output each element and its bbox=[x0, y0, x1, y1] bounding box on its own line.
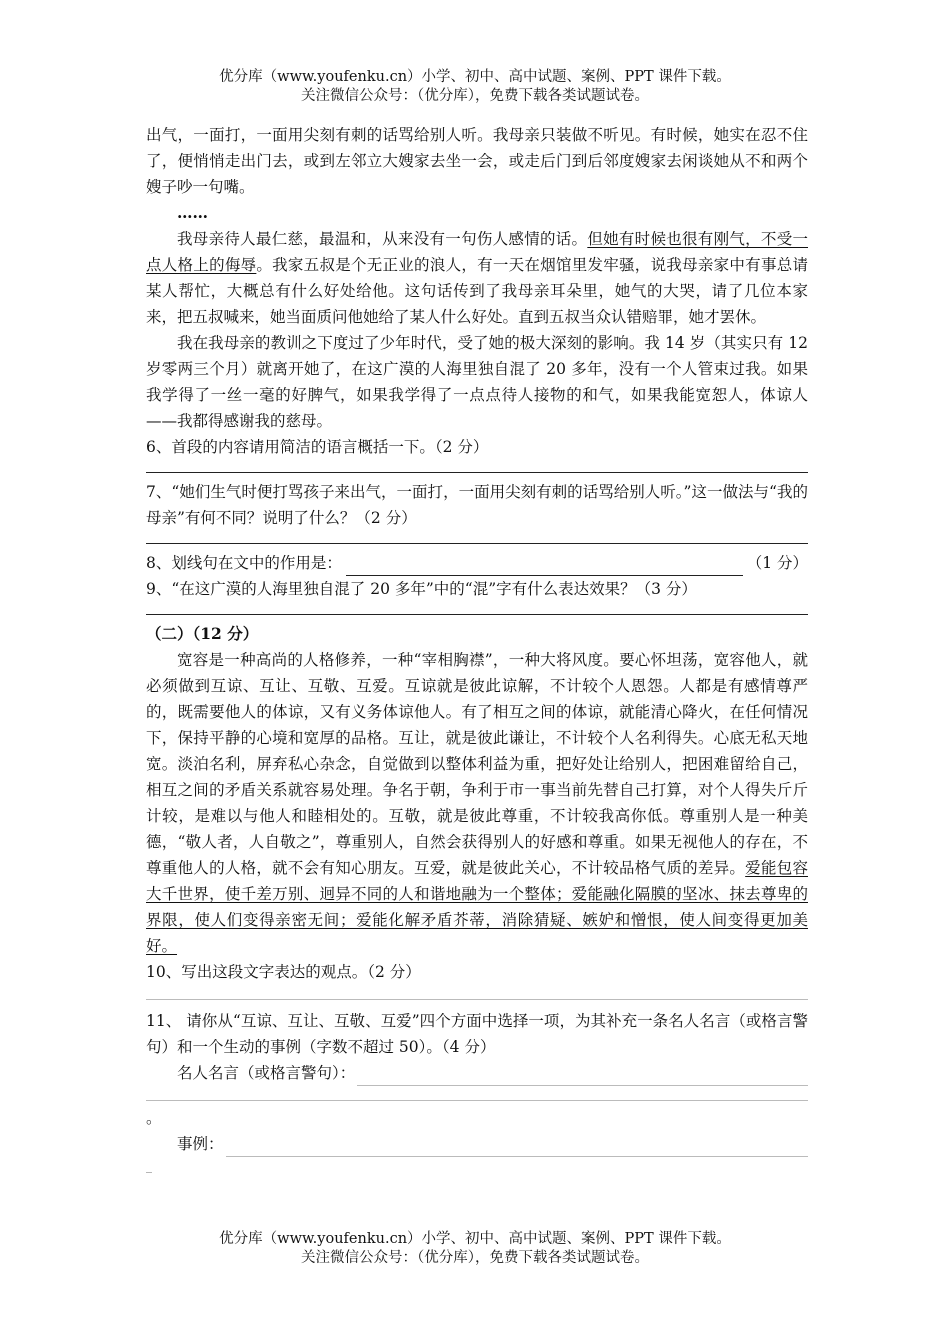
answer-line-q7[interactable] bbox=[146, 531, 808, 544]
answer-line-q10[interactable] bbox=[146, 985, 808, 1000]
footer-line-1: 优分库（www.youfenku.cn）小学、初中、高中试题、案例、PPT 课件下载。 bbox=[219, 1231, 731, 1247]
page-footer bbox=[0, 1230, 950, 1268]
question-9: 9、“在这广漠的人海里独自混了 20 多年”中的“混”字有什么表达效果？（3 分） bbox=[146, 580, 697, 598]
footer-line-2: 关注微信公众号：（优分库），免费下载各类试题试卷。 bbox=[301, 1250, 649, 1266]
page-header bbox=[0, 68, 950, 106]
example-continuation-mark: _ bbox=[146, 1159, 152, 1173]
exam-content bbox=[146, 122, 808, 1175]
passage1-paragraph-3: 我在我母亲的教训之下度过了少年时代，受了她的极大深刻的影响。我 14 岁（其实只有 12 岁零两三个月）就离开她了，在这广漠的人海里独自混了 20 多年，没有一个人管束过我。如果我学得了一丝一毫的好脾气，如果我学得了一点点待人接物的和气，如果我能宽恕人，体谅人——我都得感谢我的慈母。 bbox=[146, 334, 808, 430]
example-blank[interactable] bbox=[226, 1136, 808, 1157]
quote-row bbox=[146, 1060, 808, 1086]
answer-blank-q8[interactable] bbox=[346, 555, 743, 576]
question-6: 6、首段的内容请用简洁的语言概括一下。（2 分） bbox=[146, 438, 489, 456]
question-11: 11、 请你从“互谅、互让、互敬、互爱”四个方面中选择一项，为其补充一条名人名言（或格言警句）和一个生动的事例（字数不超过 50）。（4 分） bbox=[146, 1012, 808, 1056]
answer-line-q9[interactable] bbox=[146, 602, 808, 615]
answer-line-q6[interactable] bbox=[146, 460, 808, 473]
example-label: 事例： bbox=[177, 1135, 224, 1153]
question-10: 10、写出这段文字表达的观点。（2 分） bbox=[146, 963, 421, 981]
quote-end-mark: 。 bbox=[146, 1109, 162, 1127]
ellipsis: …… bbox=[177, 203, 208, 222]
quote-label: 名人名言（或格言警句）： bbox=[177, 1064, 356, 1082]
question-8-score: （1 分） bbox=[746, 554, 808, 572]
section-2-underlined: 爱能包容大千世界，使千差万别、迥异不同的人和谐地融为一个整体；爱能融化隔膜的坚冰、抹去尊卑的界限，使人们变得亲密无间；爱能化解矛盾芥蒂，消除猜疑、嫉妒和憎恨，使人间变得更加美好。 bbox=[146, 859, 808, 955]
quote-continuation-line[interactable] bbox=[146, 1086, 808, 1101]
section-2-paragraph bbox=[146, 647, 808, 959]
header-line-2: 关注微信公众号：（优分库），免费下载各类试题试卷。 bbox=[301, 88, 649, 104]
header-line-1: 优分库（www.youfenku.cn）小学、初中、高中试题、案例、PPT 课件下载。 bbox=[219, 69, 731, 85]
question-8 bbox=[146, 550, 808, 576]
paragraph-2-rest: 。我家五叔是个无正业的浪人，有一天在烟馆里发牢骚，说我母亲家中有事总请某人帮忙，大概总有什么好处给他。这句话传到了我母亲耳朵里，她气的大哭，请了几位本家来，把五叔喊来，她当面质问他她给了某人什么好处。直到五叔当众认错赔罪，她才罢休。 bbox=[146, 256, 808, 326]
example-row bbox=[146, 1131, 808, 1157]
question-8-text: 8、划线句在文中的作用是： bbox=[146, 554, 342, 572]
section-2-title: （二）（12 分） bbox=[146, 624, 259, 643]
passage1-paragraph-2 bbox=[146, 226, 808, 330]
underlined-sentence: 但她有时候也很有刚气，不受一点人格上的侮辱 bbox=[146, 230, 808, 274]
question-7: 7、“她们生气时便打骂孩子来出气，一面打，一面用尖刻有刺的话骂给别人听。”这一做法与“我的母亲”有何不同？说明了什么？（2 分） bbox=[146, 483, 808, 527]
section-2-text: 宽容是一种高尚的人格修养，一种“宰相胸襟”，一种大将风度。要心怀坦荡，宽容他人，就必须做到互谅、互让、互敬、互爱。互谅就是彼此谅解，不计较个人恩怨。人都是有感情尊严的，既需要他人的体谅，又有义务体谅他人。有了相互之间的体谅，就能清心降火，在任何情况下，保持平静的心境和宽厚的品格。互让，就是彼此谦让，不计较个人名利得失。心底无私天地宽。淡泊名利，屏弃私心杂念，自觉做到以整体利益为重，把好处让给别人，把困难留给自己，相互之间的矛盾关系就容易处理。争名于朝，争利于市一事当前先替自己打算，对个人得失斤斤计较，是难以与他人和睦相处的。互敬，就是彼此尊重，不计较我高你低。尊重别人是一种美德，“敬人者，人自敬之”，尊重别人，自然会获得别人的好感和尊重。如果无视他人的存在，不尊重他人的人格，就不会有知心朋友。互爱，就是彼此关心，不计较品格气质的差异。 bbox=[146, 651, 808, 877]
passage1-paragraph-1: 出气，一面打，一面用尖刻有刺的话骂给别人听。我母亲只装做不听见。有时候，她实在忍不住了，便悄悄走出门去，或到左邻立大嫂家去坐一会，或走后门到后邻度嫂家去闲谈她从不和两个嫂子吵一句嘴。 bbox=[146, 126, 808, 196]
quote-blank[interactable] bbox=[357, 1065, 808, 1086]
paragraph-2-start: 我母亲待人最仁慈，最温和，从来没有一句伤人感情的话。 bbox=[177, 230, 588, 248]
